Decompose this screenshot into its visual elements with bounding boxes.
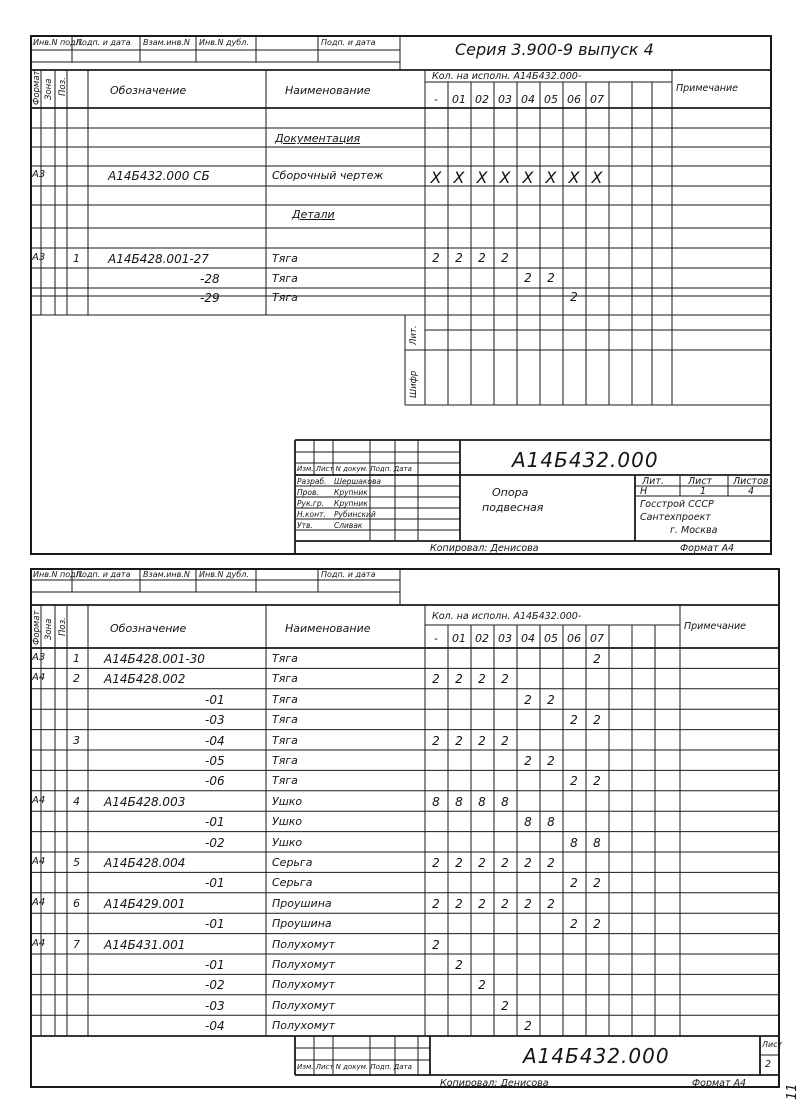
- series-note: Серия 3.900-9 выпуск 4: [455, 40, 654, 59]
- row-name: Проушина: [272, 896, 332, 910]
- stamp-role: Утв.: [297, 521, 313, 530]
- s1-lit-val: Н: [640, 486, 648, 497]
- variant-head: 05: [544, 632, 558, 645]
- qty-cell: X: [522, 168, 534, 187]
- s1-title-line2: подвесная: [482, 501, 544, 514]
- qty-cell: 2: [432, 733, 440, 748]
- s1-sheets-val: 4: [748, 486, 755, 497]
- stamp-role: Пров.: [297, 488, 319, 497]
- qty-cell: 8: [455, 794, 463, 809]
- row-format: А3: [32, 652, 46, 663]
- qty-cell: 2: [570, 290, 578, 304]
- qty-cell: 2: [478, 251, 486, 265]
- s2-zone-head: Зона: [44, 618, 54, 640]
- s2-format-head: Формат: [32, 610, 42, 645]
- variant-head: 07: [590, 93, 604, 106]
- variant-head: 06: [567, 93, 581, 106]
- s1-org2: Сантехпроект: [640, 512, 711, 523]
- row-designation: -03: [205, 713, 225, 728]
- qty-cell: 2: [455, 733, 463, 748]
- variant-head: 04: [521, 93, 535, 106]
- qty-cell: 2: [547, 271, 555, 285]
- qty-cell: 2: [570, 917, 578, 932]
- row-designation: -05: [205, 754, 225, 768]
- row-designation: -02: [205, 835, 225, 850]
- row-name: Тяга: [272, 733, 298, 747]
- qty-cell: X: [499, 168, 511, 187]
- variant-head: 01: [452, 93, 466, 106]
- s2-sign-date: Подп. и дата: [76, 570, 131, 579]
- row-name: Проушина: [272, 917, 332, 931]
- qty-cell: 2: [547, 896, 555, 911]
- s1-stamp-code: А14Б432.000: [512, 448, 659, 472]
- s2-vzam-inv: Взам.инв.N: [143, 570, 190, 579]
- variant-head: 01: [452, 632, 466, 645]
- row-designation: -01: [205, 692, 225, 707]
- row-position: 7: [73, 937, 80, 951]
- s1-name-head: Наименование: [285, 84, 371, 97]
- qty-cell: 2: [593, 652, 601, 666]
- s1-format: Формат А4: [680, 543, 735, 554]
- s2-sign-date2: Подп. и дата: [321, 570, 376, 579]
- qty-cell: X: [453, 168, 465, 187]
- row-name: Полухомут: [272, 1019, 335, 1033]
- row-designation: -04: [205, 733, 225, 748]
- row-designation: А14Б428.001-27: [108, 252, 209, 266]
- qty-cell: 2: [547, 754, 555, 768]
- qty-cell: 2: [478, 733, 486, 748]
- variant-head: 02: [475, 632, 489, 645]
- row-format: А4: [32, 672, 46, 684]
- s2-pos-head: Поз.: [58, 617, 68, 636]
- s2-qty-head: Кол. на исполн. А14Б432.000-: [432, 611, 582, 622]
- s2-sheet-h: Лист: [762, 1040, 783, 1049]
- qty-cell: 2: [478, 856, 486, 870]
- qty-cell: 2: [524, 271, 532, 285]
- row-designation: -06: [205, 774, 225, 789]
- qty-cell: 2: [593, 876, 601, 891]
- row-designation: А14Б428.004: [104, 856, 186, 870]
- variant-head: 06: [567, 632, 581, 645]
- stamp-person: Шершакова: [334, 477, 381, 486]
- row-name: Тяга: [272, 272, 298, 285]
- qty-cell: 2: [455, 856, 463, 870]
- row-name: Ушко: [272, 835, 303, 849]
- s2-inv-orig: Инв.N подл.: [33, 570, 84, 579]
- row-name: Сборочный чертеж: [272, 169, 384, 182]
- qty-cell: 2: [570, 774, 578, 789]
- s1-org1: Госстрой СССР: [640, 499, 714, 510]
- stamp-person: Крупник: [334, 499, 368, 508]
- s2-sheet-val: 2: [765, 1059, 772, 1070]
- qty-cell: 2: [501, 856, 509, 870]
- s1-sheets-h: Листов: [733, 476, 769, 487]
- qty-cell: 2: [455, 958, 463, 972]
- row-designation: А14Б429.001: [104, 896, 186, 911]
- qty-cell: 2: [432, 937, 440, 952]
- variant-head: -: [434, 632, 438, 645]
- qty-cell: 2: [501, 251, 509, 265]
- qty-cell: 2: [432, 896, 440, 911]
- row-name: Полухомут: [272, 958, 335, 971]
- qty-cell: 2: [478, 896, 486, 911]
- s1-sign-date2: Подп. и дата: [321, 38, 376, 47]
- qty-cell: 8: [501, 794, 509, 809]
- row-name: Тяга: [272, 291, 298, 304]
- s1-vzam-inv: Взам.инв.N: [143, 38, 190, 47]
- s1-qty-head: Кол. на исполн. А14Б432.000-: [432, 71, 582, 82]
- row-designation: -01: [205, 958, 225, 972]
- row-designation: А14Б431.001: [104, 937, 186, 952]
- s1-sheet-val: 1: [700, 486, 707, 497]
- row-name: Полухомут: [272, 937, 335, 951]
- qty-cell: 8: [547, 815, 555, 830]
- qty-cell: 2: [455, 896, 463, 911]
- qty-cell: 2: [501, 896, 509, 911]
- stamp-role: Рук.гр.: [297, 499, 324, 508]
- qty-cell: 2: [478, 978, 486, 993]
- qty-cell: 2: [524, 896, 532, 911]
- stamp-person: Сливак: [334, 521, 363, 530]
- row-name: Тяга: [272, 754, 298, 767]
- s1-lit-label: Лит.: [409, 325, 419, 345]
- row-designation: -02: [205, 978, 225, 993]
- row-name: Тяга: [272, 652, 298, 665]
- row-name: Полухомут: [272, 978, 335, 992]
- s1-designation-head: Обозначение: [110, 84, 187, 97]
- row-designation: -03: [205, 998, 225, 1013]
- row-name: Тяга: [272, 774, 298, 788]
- qty-cell: 2: [455, 251, 463, 265]
- stamp-role: Разраб.: [297, 477, 327, 486]
- s2-designation-head: Обозначение: [110, 622, 187, 635]
- s1-title-line1: Опора: [492, 486, 529, 499]
- row-position: 1: [73, 252, 80, 265]
- qty-cell: 2: [432, 251, 440, 265]
- row-format: А3: [32, 252, 46, 263]
- qty-cell: 2: [593, 774, 601, 789]
- qty-cell: 2: [432, 856, 440, 870]
- variant-head: 04: [521, 632, 535, 645]
- row-format: А4: [32, 937, 46, 949]
- row-name: Полухомут: [272, 998, 335, 1012]
- qty-cell: 2: [432, 672, 440, 687]
- margin-page-number: 11: [785, 1083, 800, 1100]
- qty-cell: 2: [501, 998, 509, 1013]
- s1-note-head: Примечание: [676, 83, 739, 94]
- row-designation: -29: [200, 291, 220, 305]
- row-designation: -04: [205, 1019, 225, 1034]
- s1-shifr-label: Шифр: [409, 370, 419, 398]
- qty-cell: 2: [570, 876, 578, 891]
- s1-lit-h: Лит.: [642, 476, 664, 487]
- variant-head: 05: [544, 93, 558, 106]
- qty-cell: 2: [455, 672, 463, 687]
- row-designation: А14Б432.000 СБ: [108, 169, 210, 183]
- qty-cell: 2: [524, 754, 532, 768]
- s1-zone-head: Зона: [44, 78, 54, 100]
- qty-cell: 8: [432, 794, 440, 809]
- row-position: 5: [73, 856, 80, 869]
- stamp-role: Н.конт.: [297, 510, 326, 519]
- row-format: А4: [32, 896, 46, 908]
- row-name: Ушко: [272, 794, 303, 808]
- row-designation: А14Б428.003: [104, 794, 186, 809]
- row-position: 2: [73, 672, 80, 686]
- qty-cell: X: [591, 168, 603, 187]
- s2-stamp-cols: Изм. Лист N докум. Подп. Дата: [297, 1063, 412, 1071]
- s1-pos-head: Поз.: [58, 77, 68, 96]
- qty-cell: 8: [593, 835, 601, 850]
- row-designation: -01: [205, 815, 225, 830]
- qty-cell: 2: [478, 672, 486, 687]
- qty-cell: X: [545, 168, 557, 187]
- s1-stamp-cols: Изм. Лист N докум. Подп. Дата: [297, 465, 412, 473]
- s1-inv-dubl: Инв.N дубл.: [199, 38, 249, 47]
- qty-cell: 2: [547, 692, 555, 707]
- variant-head: 03: [498, 632, 512, 645]
- s1-copied: Копировал: Денисова: [430, 543, 539, 554]
- s1-sheet-h: Лист: [688, 476, 713, 487]
- stamp-person: Крупник: [334, 488, 368, 497]
- row-name: Детали: [292, 208, 335, 221]
- row-name: Серьга: [272, 856, 313, 869]
- qty-cell: X: [476, 168, 488, 187]
- row-position: 1: [73, 652, 80, 665]
- row-name: Тяга: [272, 252, 298, 265]
- row-designation: -28: [200, 272, 220, 286]
- s2-copied: Копировал: Денисова: [440, 1078, 549, 1089]
- s2-inv-dubl: Инв.N дубл.: [199, 570, 249, 579]
- qty-cell: 2: [524, 856, 532, 870]
- row-name: Тяга: [272, 672, 298, 686]
- s2-format: Формат А4: [692, 1078, 747, 1089]
- qty-cell: 2: [593, 713, 601, 728]
- qty-cell: 2: [501, 733, 509, 748]
- variant-head: 02: [475, 93, 489, 106]
- row-name: Документация: [275, 132, 361, 145]
- row-designation: А14Б428.002: [104, 672, 186, 687]
- row-designation: А14Б428.001-30: [104, 652, 205, 666]
- row-position: 3: [73, 733, 80, 747]
- variant-head: 03: [498, 93, 512, 106]
- qty-cell: 2: [524, 1019, 532, 1034]
- qty-cell: 2: [593, 917, 601, 932]
- qty-cell: 2: [501, 672, 509, 687]
- variant-head: 07: [590, 632, 604, 645]
- row-position: 4: [73, 794, 80, 808]
- row-name: Тяга: [272, 692, 298, 706]
- s2-stamp-code: А14Б432.000: [523, 1044, 670, 1068]
- row-designation: -01: [205, 876, 225, 891]
- row-position: 6: [73, 896, 80, 910]
- row-name: Ушко: [272, 815, 303, 829]
- row-name: Серьга: [272, 876, 313, 890]
- row-format: А3: [32, 169, 46, 180]
- qty-cell: 8: [478, 794, 486, 809]
- qty-cell: 2: [570, 713, 578, 728]
- stamp-person: Рубинский: [334, 510, 376, 519]
- s1-org3: г. Москва: [670, 525, 718, 536]
- qty-cell: X: [430, 168, 442, 187]
- row-designation: -01: [205, 917, 225, 932]
- s1-inv-orig: Инв.N подл.: [33, 38, 84, 47]
- qty-cell: X: [568, 168, 580, 187]
- row-format: А4: [32, 856, 46, 867]
- qty-cell: 2: [547, 856, 555, 870]
- s1-format-head: Формат: [32, 70, 42, 105]
- s2-note-head: Примечание: [684, 621, 747, 632]
- qty-cell: 8: [524, 815, 532, 830]
- variant-head: -: [434, 93, 438, 106]
- qty-cell: 2: [524, 692, 532, 707]
- s2-name-head: Наименование: [285, 622, 371, 635]
- s1-sign-date: Подп. и дата: [76, 38, 131, 47]
- row-name: Тяга: [272, 713, 298, 727]
- qty-cell: 8: [570, 835, 578, 850]
- row-format: А4: [32, 794, 46, 806]
